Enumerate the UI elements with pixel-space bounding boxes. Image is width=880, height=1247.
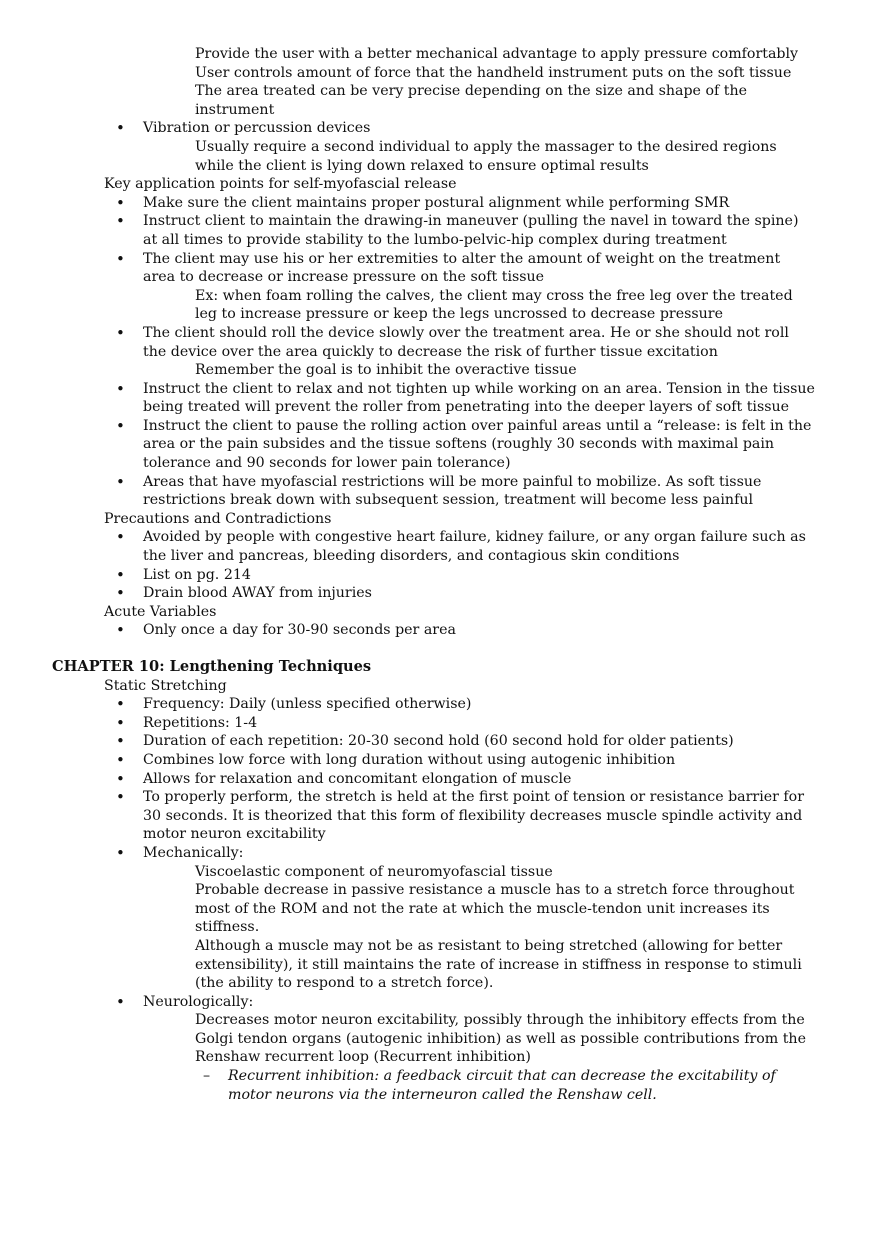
list-item-text: Viscoelastic component of neuromyofascial tissue [195, 863, 553, 880]
dot-bullet-icon: • [116, 528, 125, 547]
dot-bullet-icon: • [116, 843, 125, 862]
list-item [0, 528, 815, 565]
list-item-text: Ex: when foam rolling the calves, the client may cross the free leg over the treated leg to increase pressure or keep the legs uncrossed to decrease pressure [195, 287, 793, 323]
list-item-text: Allows for relaxation and concomitant elongation of muscle [143, 770, 572, 787]
list-item [0, 473, 815, 510]
list-item-text: Decreases motor neuron excitability, possibly through the inhibitory effects from the Golgi tendon organs (autogenic inhibition) as well as possible contributions from the Renshaw recurrent loop (Recurrent inhibition) [195, 1012, 806, 1066]
list-item-text: Only once a day for 30-90 seconds per area [143, 622, 456, 639]
list-item [0, 1011, 815, 1067]
dot-bullet-icon: • [116, 769, 125, 788]
list-item [0, 993, 815, 1012]
list-item [0, 751, 815, 770]
list-item-text: Acute Variables [104, 603, 217, 620]
dot-bullet-icon: • [116, 732, 125, 751]
list-item [0, 844, 815, 863]
list-item-text: Repetitions: 1-4 [143, 714, 258, 731]
list-item-text: Instruct client to maintain the drawing-in maneuver (pulling the navel in toward the spine) at all times to provide stability to the lumbo-pelvic-hip complex during treatment [143, 213, 799, 248]
list-item-text: Combines low force with long duration without using autogenic inhibition [143, 751, 676, 768]
dash-bullet-icon: – [203, 1068, 211, 1085]
list-item-text: Provide the user with a better mechanical advantage to apply pressure comfortably [195, 46, 799, 62]
list-item-text: Drain blood AWAY from injuries [143, 585, 372, 602]
list-item [0, 770, 815, 789]
list-item [0, 603, 815, 622]
list-item [0, 566, 815, 585]
chapter-heading [0, 658, 815, 677]
list-item [0, 937, 815, 993]
list-item [0, 119, 815, 138]
list-item-text: Usually require a second individual to apply the massager to the desired regions while the client is lying down relaxed to ensure optimal results [195, 138, 777, 174]
list-item [0, 677, 815, 696]
list-item-text: Vibration or percussion devices [143, 120, 371, 137]
list-item-text: The client should roll the device slowly over the treatment area. He or she should not roll the device over the area quickly to decrease the risk of further tissue excitation [143, 324, 789, 360]
dot-bullet-icon: • [116, 249, 125, 268]
list-item-text: Make sure the client maintains proper postural alignment while performing SMR [143, 194, 730, 211]
list-item-text: Instruct the client to pause the rolling action over painful areas until a “release: is felt in the area or the pain subsides and the tissue softens (roughly 30 seconds with maximal pain tolerance and 90 seconds for lower pain tolerance) [143, 417, 812, 472]
list-item-text: Mechanically: [143, 844, 244, 861]
list-item-text: To properly perform, the stretch is held at the first point of tension or resistance barrier for 30 seconds. It is theorized that this form of flexibility decreases muscle spindle activity and motor neuron excitability [143, 789, 805, 843]
dot-bullet-icon: • [116, 992, 125, 1011]
list-item [0, 510, 815, 529]
dot-bullet-icon: • [116, 379, 125, 398]
list-item [0, 361, 815, 380]
dot-bullet-icon: • [116, 788, 125, 807]
list-item [0, 863, 815, 882]
list-item [0, 45, 815, 64]
list-item [0, 788, 815, 844]
list-item-text: Precautions and Contradictions [104, 510, 332, 527]
list-item [0, 324, 815, 361]
list-item-text: Areas that have myofascial restrictions will be more painful to mobilize. As soft tissue restrictions break down with subsequent session, treatment will become less painful [143, 473, 762, 509]
list-item-text: User controls amount of force that the handheld instrument puts on the soft tissue [195, 64, 792, 81]
list-item-text: Key application points for self-myofascial release [104, 176, 457, 193]
dot-bullet-icon: • [116, 472, 125, 491]
list-item-text: Frequency: Daily (unless specified otherwise) [143, 696, 472, 713]
list-item [0, 212, 815, 249]
list-item [0, 732, 815, 751]
list-item [0, 287, 815, 324]
dot-bullet-icon: • [116, 193, 125, 212]
list-item [0, 138, 815, 175]
dot-bullet-icon: • [116, 212, 125, 231]
list-item [0, 621, 815, 640]
dot-bullet-icon: • [116, 416, 125, 435]
dot-bullet-icon: • [116, 323, 125, 342]
list-item [0, 175, 815, 194]
list-item-text: The area treated can be very precise depending on the size and shape of the instrument [195, 83, 747, 118]
dot-bullet-icon: • [116, 695, 125, 714]
dot-bullet-icon: • [116, 119, 125, 138]
list-item [0, 584, 815, 603]
list-item-text: Static Stretching [104, 677, 227, 694]
chapter-title: CHAPTER 10: Lengthening Techniques [52, 658, 372, 675]
list-item-text: Instruct the client to relax and not tighten up while working on an area. Tension in the tissue being treated will prevent the roller from penetrating into the deeper layers of soft tissue [143, 380, 815, 416]
list-item [0, 380, 815, 417]
list-item [0, 417, 815, 473]
list-item [0, 64, 815, 83]
list-item [0, 194, 815, 213]
list-item-text: Recurrent inhibition: a feedback circuit that can decrease the excitability of motor neurons via the interneuron called the Renshaw cell. [228, 1068, 776, 1103]
dot-bullet-icon: • [116, 565, 125, 584]
list-item-text: The client may use his or her extremities to alter the amount of weight on the treatment area to decrease or increase pressure on the soft tissue [143, 250, 781, 286]
list-item-text: List on pg. 214 [143, 566, 251, 583]
list-item [0, 250, 815, 287]
list-item [0, 82, 815, 119]
list-item-text: Remember the goal is to inhibit the overactive tissue [195, 362, 577, 379]
dot-bullet-icon: • [116, 713, 125, 732]
list-item-text: Neurologically: [143, 993, 254, 1010]
list-item [0, 881, 815, 937]
list-item-text: Avoided by people with congestive heart failure, kidney failure, or any organ failure such as the liver and pancreas, bleeding disorders, and contagious skin conditions [143, 529, 806, 565]
dot-bullet-icon: • [116, 584, 125, 603]
list-item-text: Although a muscle may not be as resistant to being stretched (allowing for better extensibility), it still maintains the rate of increase in stiffness in response to stimuli (the ability to respond to a stretch force). [195, 937, 802, 992]
list-item [0, 1067, 815, 1104]
list-item-text: Duration of each repetition: 20-30 second hold (60 second hold for older patients) [143, 733, 734, 750]
list-item-text: Probable decrease in passive resistance a muscle has to a stretch force throughout most of the ROM and not the rate at which the muscle-tendon unit increases its stiffness. [195, 882, 795, 936]
list-item [0, 695, 815, 714]
dot-bullet-icon: • [116, 750, 125, 769]
list-item [0, 714, 815, 733]
dot-bullet-icon: • [116, 621, 125, 640]
